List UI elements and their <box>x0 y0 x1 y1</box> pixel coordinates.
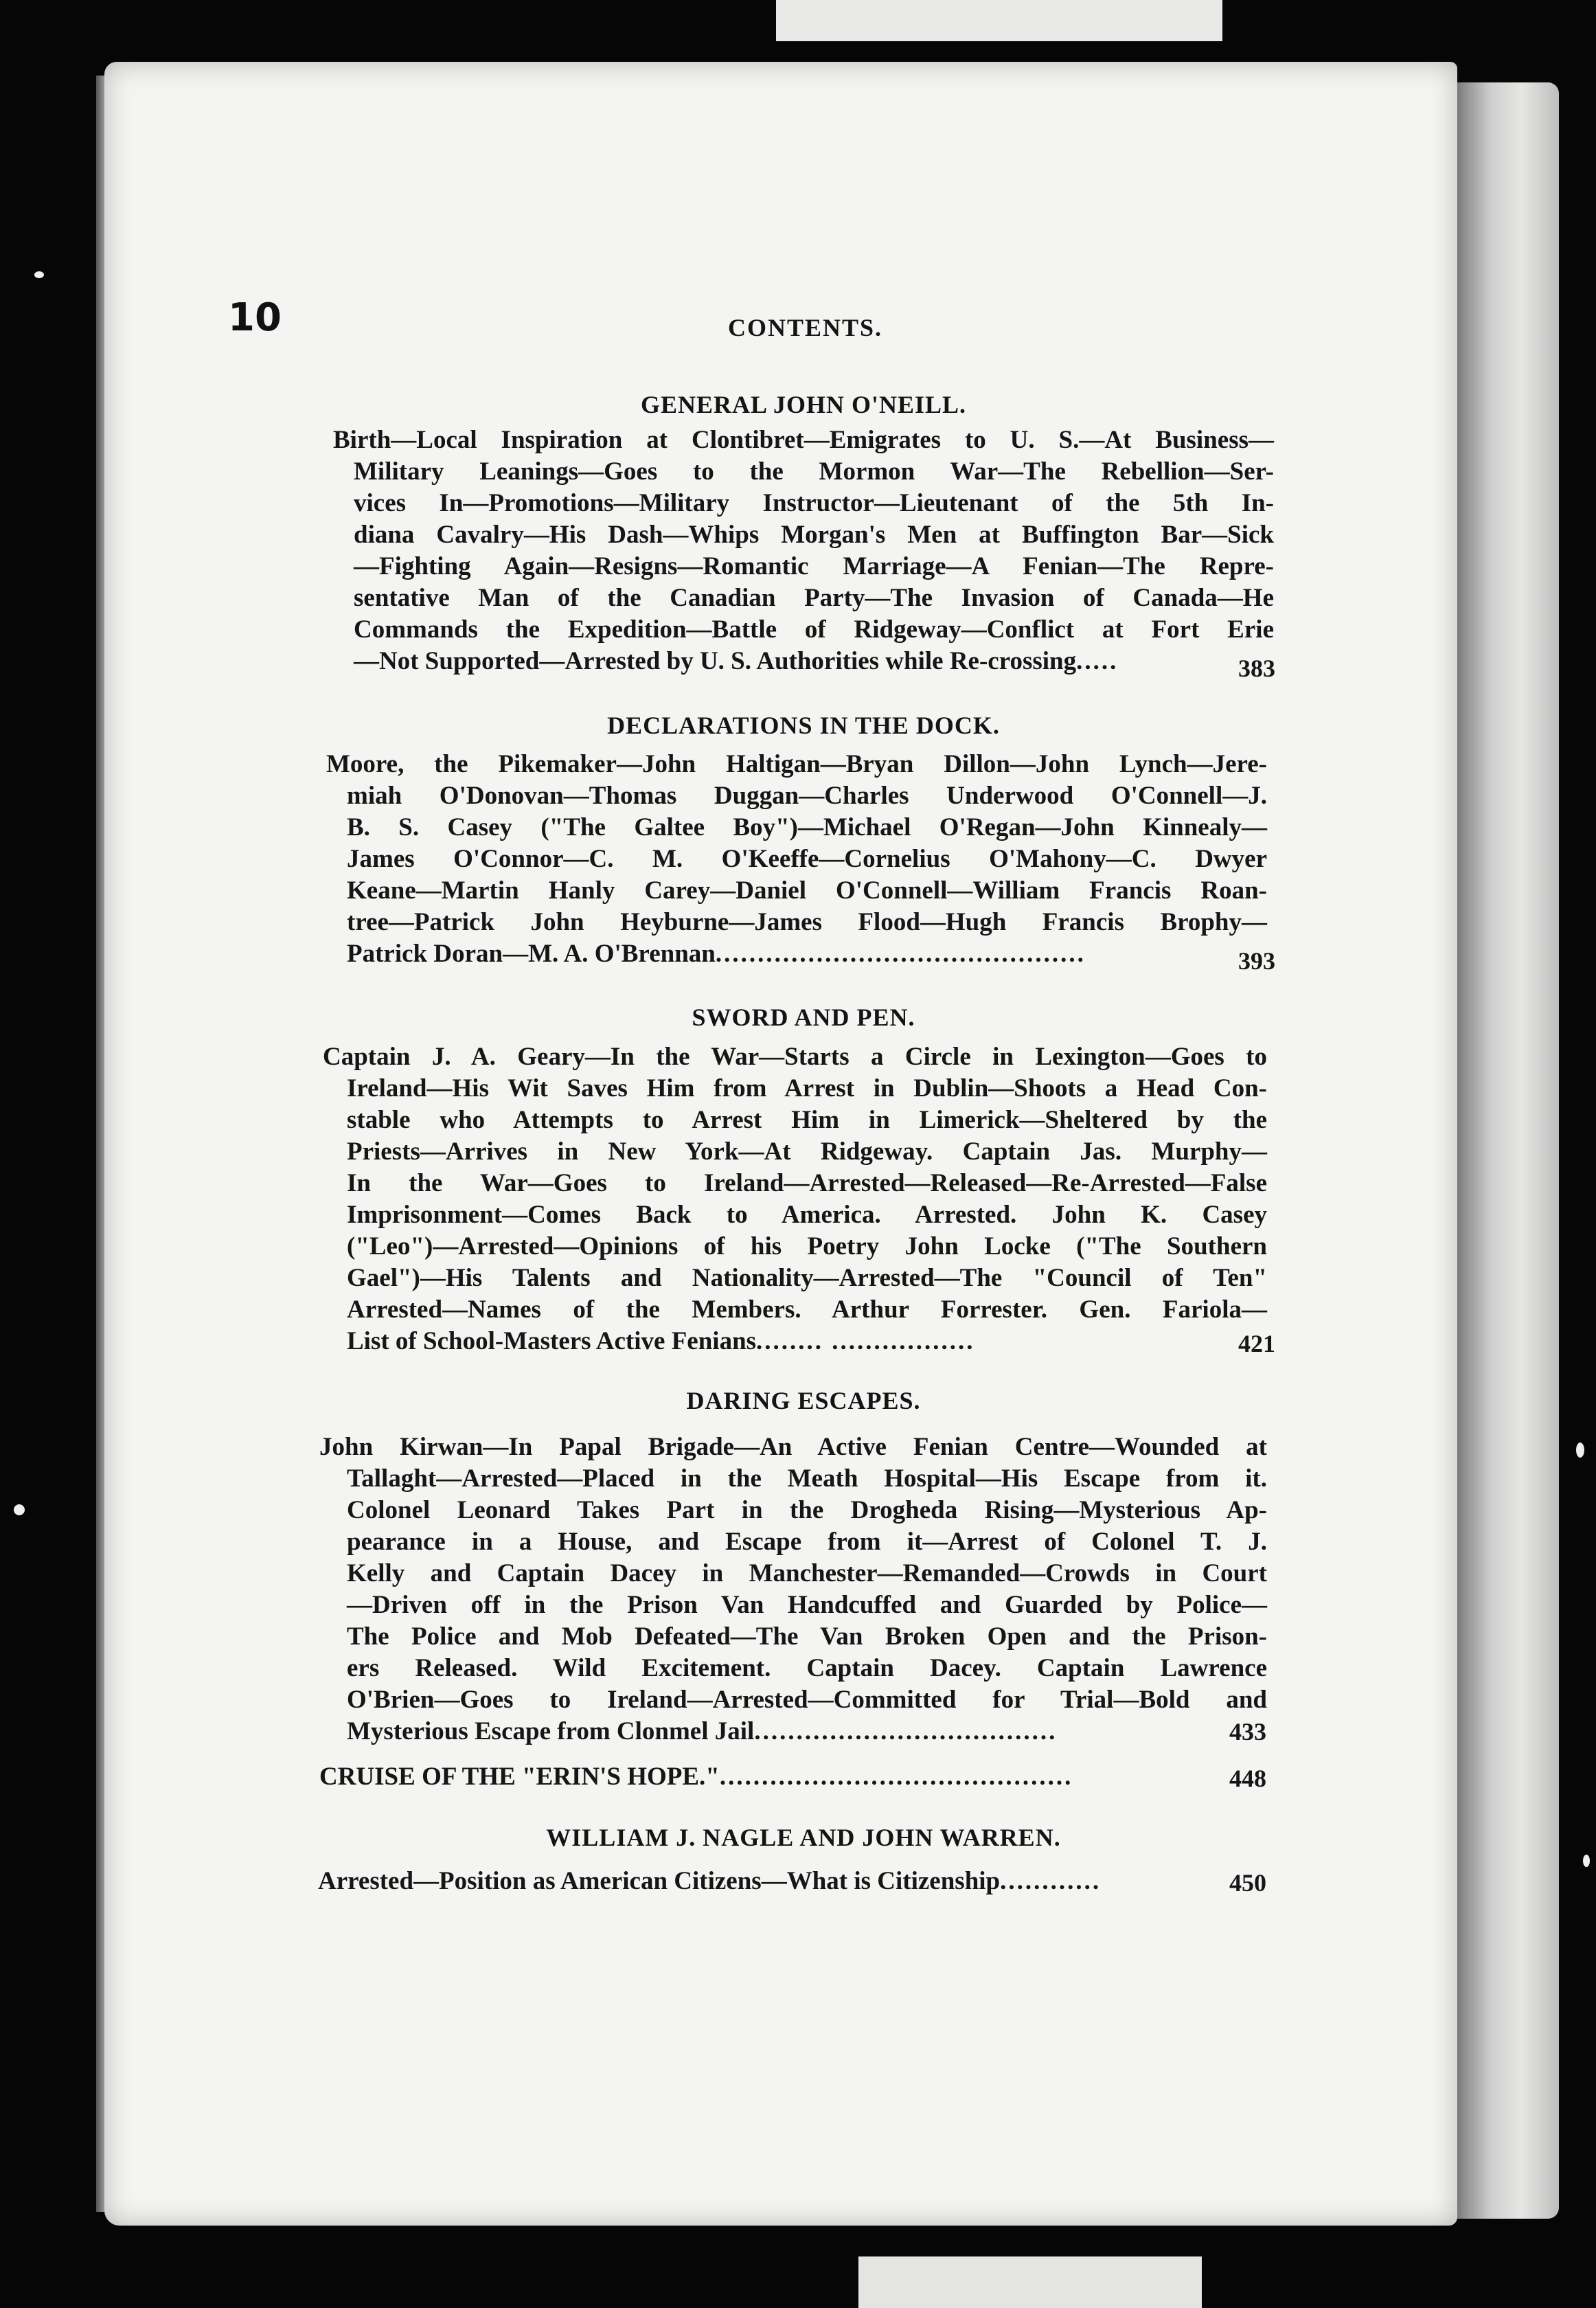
entry-line: Moore, the Pikemaker—John Haltigan—Bryan Dillon—John Lynch—Jere- <box>326 750 1267 778</box>
toc-entry <box>319 1432 1267 1747</box>
section-title: GENERAL JOHN O'NEILL. <box>640 391 967 418</box>
entry-line: Arrested—Names of the Members. Arthur Forrester. Gen. Fariola— <box>347 1296 1267 1324</box>
entry-line: sentative Man of the Canadian Party—The Invasion of Canada—He <box>354 584 1274 612</box>
entry-line: Keane—Martin Hanly Carey—Daniel O'Connell—William Francis Roan- <box>347 876 1267 905</box>
entry-line <box>326 938 1267 970</box>
entry-line-text: CRUISE OF THE "ERIN'S HOPE." <box>319 1763 720 1791</box>
running-head: CONTENTS. <box>728 314 883 341</box>
page-ref: 393 <box>1238 947 1275 975</box>
entry-line: James O'Connor—C. M. O'Keeffe—Cornelius O'Mahony—C. Dwyer <box>347 845 1267 873</box>
section-title: WILLIAM J. NAGLE AND JOHN WARREN. <box>546 1824 1061 1851</box>
toc-entry <box>323 1041 1267 1357</box>
entry-line: John Kirwan—In Papal Brigade—An Active Fenian Centre—Wounded at <box>319 1433 1267 1461</box>
entry-line: —Fighting Again—Resigns—Romantic Marriage—A Fenian—The Repre- <box>354 552 1274 580</box>
dot-leader: .......................................... <box>719 1763 1073 1791</box>
entry-line: Kelly and Captain Dacey in Manchester—Remanded—Crowds in Court <box>347 1559 1267 1587</box>
section-title: DECLARATIONS IN THE DOCK. <box>607 712 1000 739</box>
entry-line: Birth—Local Inspiration at Clontibret—Emigrates to U. S.—At Business— <box>333 426 1274 454</box>
entry-line: B. S. Casey ("The Galtee Boy")—Michael O'Regan—John Kinnealy— <box>347 813 1267 841</box>
page-ref: 433 <box>1229 1718 1266 1745</box>
entry-line: Imprisonment—Comes Back to America. Arrested. John K. Casey <box>347 1201 1267 1229</box>
section-title: SWORD AND PEN. <box>692 1004 915 1031</box>
entry-line: Colonel Leonard Takes Part in the Drogheda Rising—Mysterious Ap- <box>347 1496 1267 1524</box>
dot-leader: ..... <box>1076 647 1119 675</box>
entry-line <box>333 646 1274 677</box>
entry-line: Priests—Arrives in New York—At Ridgeway. Captain Jas. Murphy— <box>347 1138 1267 1166</box>
entry-line: pearance in a House, and Escape from it—Arrest of Colonel T. J. <box>347 1528 1267 1556</box>
entry-line: ers Released. Wild Excitement. Captain Dacey. Captain Lawrence <box>347 1654 1267 1682</box>
entry-line: Tallaght—Arrested—Placed in the Meath Hospital—His Escape from it. <box>347 1464 1267 1493</box>
dot-leader: .................................... <box>754 1717 1058 1745</box>
entry-line-text: —Not Supported—Arrested by U. S. Authorities while Re-crossing <box>354 647 1077 675</box>
entry-line: Military Leanings—Goes to the Mormon War—The Rebellion—Ser- <box>354 457 1274 486</box>
entry-line <box>323 1326 1267 1357</box>
dot-leader: ........ ................. <box>756 1327 975 1355</box>
entry-line: Captain J. A. Geary—In the War—Starts a Circle in Lexington—Goes to <box>323 1043 1267 1071</box>
page-ref: 450 <box>1229 1869 1266 1897</box>
entry-line-text: Arrested—Position as American Citizens—What is Citizenship <box>318 1867 1001 1895</box>
entry-line: O'Brien—Goes to Ireland—Arrested—Committed for Trial—Bold and <box>347 1686 1267 1714</box>
entry-line: miah O'Donovan—Thomas Duggan—Charles Underwood O'Connell—J. <box>347 782 1267 810</box>
entry-line: In the War—Goes to Ireland—Arrested—Released—Re-Arrested—False <box>347 1169 1267 1197</box>
entry-line <box>319 1761 1219 1793</box>
toc-entry <box>333 425 1274 677</box>
entry-line: tree—Patrick John Heyburne—James Flood—Hugh Francis Brophy— <box>347 908 1267 936</box>
entry-line <box>318 1866 1219 1897</box>
page-number: 10 <box>228 295 282 340</box>
entry-line: vices In—Promotions—Military Instructor—Lieutenant of the 5th In- <box>354 489 1274 517</box>
page-ref: 421 <box>1238 1330 1275 1357</box>
toc-entry-nagle <box>318 1866 1219 1897</box>
entry-line-text: Mysterious Escape from Clonmel Jail <box>347 1717 755 1745</box>
entry-line: ("Leo")—Arrested—Opinions of his Poetry John Locke ("The Southern <box>347 1232 1267 1260</box>
section-title: DARING ESCAPES. <box>686 1387 921 1414</box>
toc-entry <box>326 749 1267 970</box>
toc-entry-cruise <box>319 1761 1219 1793</box>
entry-line: —Driven off in the Prison Van Handcuffed and Guarded by Police— <box>347 1591 1267 1619</box>
dot-leader: ............................................ <box>715 940 1086 968</box>
entry-line: diana Cavalry—His Dash—Whips Morgan's Men at Buffington Bar—Sick <box>354 521 1274 549</box>
entry-line <box>319 1716 1267 1747</box>
page-ref: 383 <box>1238 655 1275 682</box>
entry-line: The Police and Mob Defeated—The Van Broken Open and the Prison- <box>347 1622 1267 1651</box>
entry-line-text: Patrick Doran—M. A. O'Brennan <box>347 940 716 968</box>
entry-line: Gael")—His Talents and Nationality—Arrested—The "Council of Ten" <box>347 1264 1267 1292</box>
entry-line: Ireland—His Wit Saves Him from Arrest in Dublin—Shoots a Head Con- <box>347 1074 1267 1102</box>
dot-leader: ............ <box>1000 1867 1102 1895</box>
entry-line: stable who Attempts to Arrest Him in Limerick—Sheltered by the <box>347 1106 1267 1134</box>
entry-line: Commands the Expedition—Battle of Ridgeway—Conflict at Fort Erie <box>354 615 1274 644</box>
page-ref: 448 <box>1229 1765 1266 1792</box>
entry-line-text: List of School-Masters Active Fenians <box>347 1327 757 1355</box>
